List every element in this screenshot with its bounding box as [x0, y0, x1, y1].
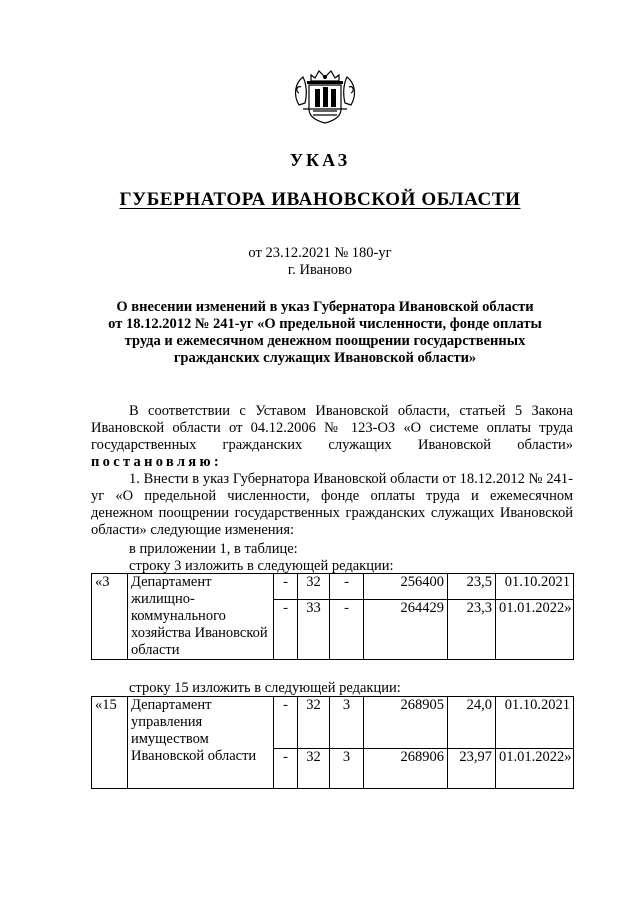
table-row3 — [91, 573, 574, 660]
subject-line: труда и ежемесячном денежном поощрении государственных — [124, 333, 526, 349]
decree-title: УКАЗ — [289, 150, 351, 170]
subject-line: гражданских служащих Ивановской области» — [173, 350, 477, 366]
table-cell: - — [330, 600, 364, 660]
table-cell: 3 — [330, 697, 364, 749]
row3-instruction: строку 3 изложить в следующей редакции: — [129, 558, 394, 574]
decree-word: постановляю: — [91, 454, 222, 470]
department-name: Департамент жилищно-коммунального хозяйства Ивановской области — [128, 574, 274, 660]
row-number: «3 — [92, 574, 128, 660]
clause-1-paragraph: 1. Внести в указ Губернатора Ивановской области от 18.12.2012 № 241-уг «О предельной численности, фонде оплаты труда и ежемесячном денежном поощрении государственных гражданских служащих Ивановской области» следующие изменения: — [91, 471, 573, 538]
table-cell: 268906 — [364, 749, 448, 789]
appendix-line: в приложении 1, в таблице: — [129, 541, 298, 557]
table-row — [92, 574, 574, 600]
table-cell: 01.01.2022» — [496, 749, 574, 789]
table-cell: - — [330, 574, 364, 600]
table-cell: - — [274, 574, 298, 600]
table-cell: 01.01.2022» — [496, 600, 574, 660]
decree-subject — [88, 299, 562, 367]
table-cell: 01.10.2021 — [496, 697, 574, 749]
table-cell: 23,3 — [448, 600, 496, 660]
table-cell: 23,5 — [448, 574, 496, 600]
decree-body — [91, 403, 573, 539]
decree-city: г. Иваново — [287, 262, 353, 278]
table-cell: 01.10.2021 — [496, 574, 574, 600]
row15-instruction: строку 15 изложить в следующей редакции: — [129, 680, 401, 696]
coat-of-arms-icon — [291, 65, 359, 125]
table-cell: - — [274, 749, 298, 789]
table-cell: - — [274, 600, 298, 660]
table-cell: 32 — [298, 574, 330, 600]
table-row15 — [91, 696, 574, 789]
table-cell: 3 — [330, 749, 364, 789]
table-cell: - — [274, 697, 298, 749]
table-row — [92, 697, 574, 749]
date-block — [0, 245, 640, 279]
table-cell: 23,97 — [448, 749, 496, 789]
table-cell: 33 — [298, 600, 330, 660]
table-cell: 24,0 — [448, 697, 496, 749]
subject-line: О внесении изменений в указ Губернатора Ивановской области — [116, 299, 534, 315]
preamble-paragraph: В соответствии с Уставом Ивановской области, статьей 5 Закона Ивановской области от 04.12.2006 № 123-ОЗ «О системе оплаты труда государственных гражданских служащих Ивановской области» — [91, 403, 573, 453]
department-name: Департамент управления имуществом Ивановской области — [128, 697, 274, 789]
decree-subtitle: ГУБЕРНАТОРА ИВАНОВСКОЙ ОБЛАСТИ — [119, 189, 521, 210]
table-cell: 268905 — [364, 697, 448, 749]
table-cell: 32 — [298, 749, 330, 789]
decree-date-number: от 23.12.2021 № 180-уг — [248, 245, 392, 261]
row-number: «15 — [92, 697, 128, 789]
table-cell: 264429 — [364, 600, 448, 660]
subject-line: от 18.12.2012 № 241-уг «О предельной численности, фонде оплаты — [108, 316, 542, 332]
table-cell: 256400 — [364, 574, 448, 600]
table-cell: 32 — [298, 697, 330, 749]
